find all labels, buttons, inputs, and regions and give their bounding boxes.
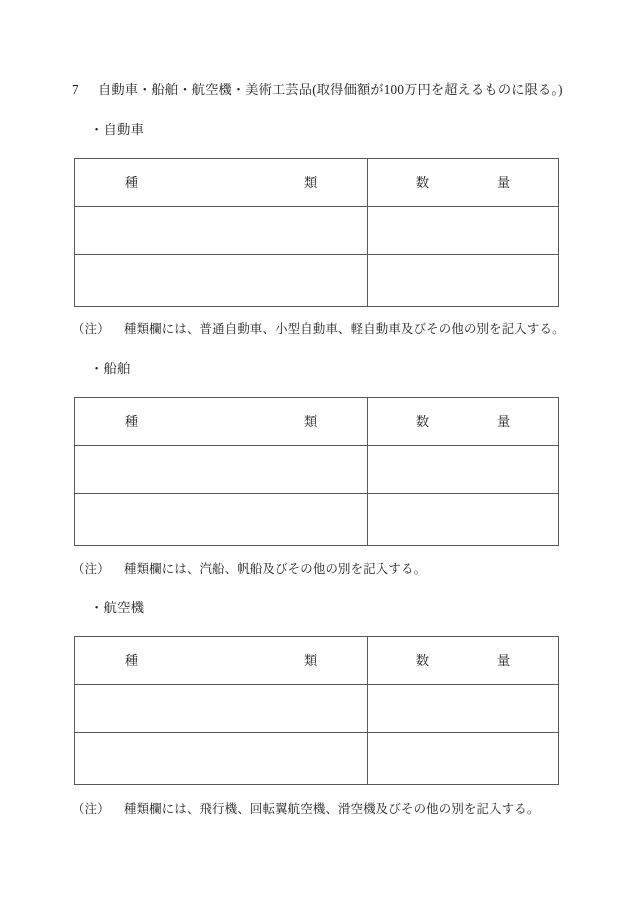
note-text: 種類欄には、普通自動車、小型自動車、軽自動車及びその他の別を記入する。 xyxy=(124,322,565,336)
header-cell-type xyxy=(75,637,368,685)
cell-value xyxy=(75,494,367,545)
table-row xyxy=(75,446,559,494)
cell-value xyxy=(75,733,367,784)
cell-type-entry[interactable] xyxy=(75,255,368,307)
cell-type-entry[interactable] xyxy=(75,733,368,785)
header-amount-char-2: 量 xyxy=(497,174,511,190)
header-cell-type xyxy=(75,159,368,207)
table-automobile xyxy=(74,158,559,307)
table-aircraft xyxy=(74,636,559,785)
note-marker: （注） xyxy=(72,322,110,336)
table-row xyxy=(75,207,559,255)
subsection-label-aircraft: ・航空機 xyxy=(90,600,145,615)
header-type-char-2: 類 xyxy=(304,413,318,429)
note-marker: （注） xyxy=(72,802,110,816)
cell-value xyxy=(368,446,558,493)
table-row xyxy=(75,685,559,733)
cell-value xyxy=(75,685,367,732)
cell-amount-entry[interactable] xyxy=(368,207,559,255)
cell-amount-entry[interactable] xyxy=(368,446,559,494)
cell-value xyxy=(368,494,558,545)
note-aircraft xyxy=(72,800,540,819)
note-marker: （注） xyxy=(72,562,110,576)
cell-value xyxy=(368,207,558,254)
cell-value xyxy=(368,255,558,306)
section-number: 7 xyxy=(72,82,79,97)
cell-type-entry[interactable] xyxy=(75,207,368,255)
note-text: 種類欄には、汽船、帆船及びその他の別を記入する。 xyxy=(124,562,427,576)
header-type-char-2: 類 xyxy=(304,652,318,668)
table-row xyxy=(75,255,559,307)
cell-value xyxy=(75,446,367,493)
section-title-text: 自動車・船舶・航空機・美術工芸品(取得価額が100万円を超えるものに限る。) xyxy=(98,82,563,97)
subsection-label-ship: ・船舶 xyxy=(90,361,131,376)
header-cell-amount xyxy=(368,159,559,207)
cell-type-entry[interactable] xyxy=(75,446,368,494)
header-amount-char-2: 量 xyxy=(497,413,511,429)
cell-type-entry[interactable] xyxy=(75,685,368,733)
table-header-row xyxy=(75,159,559,207)
header-type-char-1: 種 xyxy=(124,652,138,668)
header-cell-amount xyxy=(368,398,559,446)
cell-amount-entry[interactable] xyxy=(368,685,559,733)
subsection-label-automobile: ・自動車 xyxy=(90,122,145,137)
table-header-row xyxy=(75,637,559,685)
header-amount-char-1: 数 xyxy=(415,652,429,668)
header-amount-char-1: 数 xyxy=(415,413,429,429)
cell-value xyxy=(368,733,558,784)
header-amount-char-2: 量 xyxy=(497,652,511,668)
note-automobile xyxy=(72,320,565,339)
table-row xyxy=(75,733,559,785)
cell-value xyxy=(75,207,367,254)
header-type-char-1: 種 xyxy=(124,174,138,190)
cell-type-entry[interactable] xyxy=(75,494,368,546)
cell-amount-entry[interactable] xyxy=(368,733,559,785)
cell-value xyxy=(368,685,558,732)
note-text: 種類欄には、飛行機、回転翼航空機、滑空機及びその他の別を記入する。 xyxy=(124,802,540,816)
header-cell-amount xyxy=(368,637,559,685)
header-amount-char-1: 数 xyxy=(415,174,429,190)
table-header-row xyxy=(75,398,559,446)
header-cell-type xyxy=(75,398,368,446)
cell-value xyxy=(75,255,367,306)
header-type-char-2: 類 xyxy=(304,174,318,190)
table-row xyxy=(75,494,559,546)
cell-amount-entry[interactable] xyxy=(368,494,559,546)
cell-amount-entry[interactable] xyxy=(368,255,559,307)
page-title xyxy=(72,80,563,100)
header-type-char-1: 種 xyxy=(124,413,138,429)
table-ship xyxy=(74,397,559,546)
note-ship xyxy=(72,560,426,579)
